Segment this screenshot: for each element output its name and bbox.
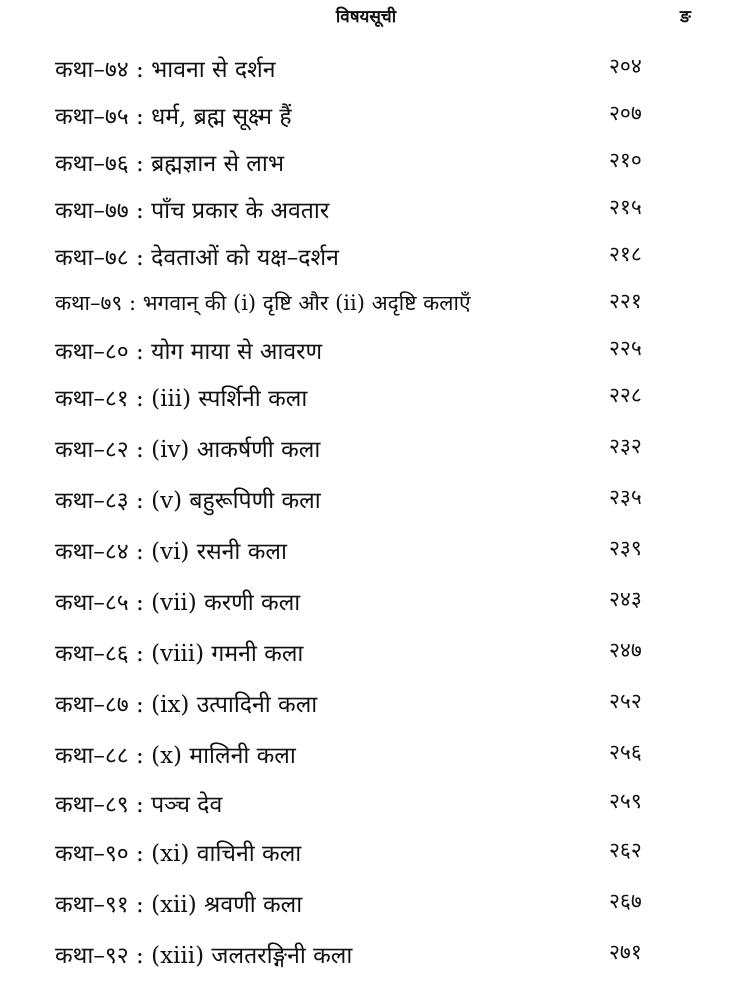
- toc-entry-page: २५९: [609, 789, 642, 813]
- toc-entry-page: २१०: [609, 148, 642, 172]
- toc-entry-title: कथा–९२ : (xiii) जलतरङ्गिनी कला: [55, 943, 353, 969]
- toc-entry-page: २४३: [609, 587, 642, 611]
- toc-entry-page: २३९: [609, 536, 642, 560]
- toc-row: [55, 883, 675, 934]
- toc-row: [55, 934, 675, 983]
- toc-row: [55, 95, 675, 142]
- toc-entry-page: २०७: [609, 101, 642, 125]
- toc-entry-title: कथा–७५ : धर्म, ब्रह्म सूक्ष्म हैं: [55, 104, 292, 130]
- toc-entry-title: कथा–७८ : देवताओं को यक्ष–दर्शन: [55, 245, 339, 271]
- page-title: विषयसूची: [335, 7, 397, 27]
- page-header: [0, 0, 732, 34]
- toc-entry-page: २४७: [609, 638, 642, 662]
- toc-entry-title: कथा–८१ : (iii) स्पर्शिनी कला: [55, 386, 308, 412]
- toc-row: [55, 832, 675, 883]
- toc-entry-title: कथा–७४ : भावना से दर्शन: [55, 57, 276, 83]
- toc-entry-page: २१८: [609, 242, 642, 266]
- toc-entry-title: कथा–८२ : (iv) आकर्षणी कला: [55, 437, 321, 463]
- toc-entry-title: कथा–८६ : (viii) गमनी कला: [55, 641, 304, 667]
- toc-row: [55, 783, 675, 832]
- toc-entry-title: कथा–८८ : (x) मालिनी कला: [55, 743, 296, 769]
- toc-row: [55, 283, 675, 330]
- toc-entry-title: कथा–८४ : (vi) रसनी कला: [55, 539, 287, 565]
- toc-entry-page: २६२: [609, 838, 642, 862]
- toc-row: [55, 189, 675, 236]
- toc-row: [55, 236, 675, 283]
- toc-entry-page: २२१: [609, 289, 642, 313]
- toc-row: [55, 479, 675, 530]
- toc-entry-title: कथा–८३ : (v) बहुरूपिणी कला: [55, 488, 321, 514]
- toc-row: [55, 734, 675, 783]
- toc-entry-page: २६७: [609, 889, 642, 913]
- toc-entry-page: २१५: [609, 195, 642, 219]
- table-of-contents: [55, 48, 675, 983]
- toc-row: [55, 683, 675, 734]
- toc-entry-title: कथा–८९ : पञ्च देव: [55, 792, 223, 818]
- toc-row: [55, 632, 675, 683]
- toc-entry-title: कथा–८७ : (ix) उत्पादिनी कला: [55, 692, 318, 718]
- toc-entry-page: २३५: [609, 485, 642, 509]
- toc-row: [55, 330, 675, 377]
- toc-row: [55, 428, 675, 479]
- toc-entry-title: कथा–७६ : ब्रह्मज्ञान से लाभ: [55, 151, 285, 177]
- toc-row: [55, 530, 675, 581]
- page-number: ङ: [680, 7, 691, 27]
- toc-entry-page: २५२: [609, 689, 642, 713]
- toc-entry-title: कथा–८५ : (vii) करणी कला: [55, 590, 301, 616]
- toc-entry-title: कथा–८० : योग माया से आवरण: [55, 339, 323, 365]
- toc-row: [55, 142, 675, 189]
- toc-row: [55, 48, 675, 95]
- toc-entry-page: २७१: [609, 940, 642, 964]
- toc-row: [55, 377, 675, 428]
- toc-entry-page: २५६: [609, 740, 642, 764]
- toc-entry-title: कथा–७९ : भगवान् की (i) दृष्टि और (ii) अदृष्टि कलाएँ: [55, 291, 471, 315]
- toc-entry-page: २०४: [609, 54, 642, 78]
- toc-row: [55, 581, 675, 632]
- toc-entry-page: २३२: [609, 434, 642, 458]
- toc-entry-page: २२८: [609, 383, 642, 407]
- toc-entry-page: २२५: [609, 336, 642, 360]
- toc-entry-title: कथा–९१ : (xii) श्रवणी कला: [55, 892, 303, 918]
- toc-entry-title: कथा–९० : (xi) वाचिनी कला: [55, 841, 302, 867]
- toc-entry-title: कथा–७७ : पाँच प्रकार के अवतार: [55, 198, 330, 224]
